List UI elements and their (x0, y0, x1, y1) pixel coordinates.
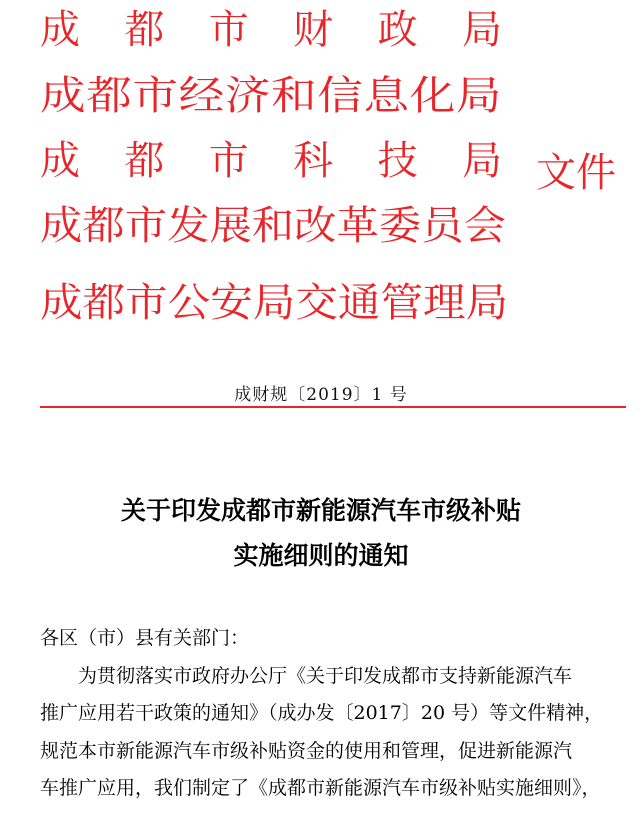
issuer-char: 都 (124, 7, 165, 53)
red-divider-line (40, 406, 626, 408)
issuer-char: 成 (40, 138, 80, 184)
body-line: 车推广应用，我们制定了《成都市新能源汽车市级补贴实施细则》， (40, 777, 601, 799)
issuer-char: 成 (40, 7, 80, 53)
issuing-authorities-header (40, 0, 640, 330)
issuer-science-tech-bureau (40, 137, 502, 185)
issuer-char: 科 (293, 138, 334, 184)
issuer-char: 市 (208, 7, 249, 53)
document-title-line-1: 关于印发成都市新能源汽车市级补贴 (120, 496, 521, 525)
issuer-char: 都 (124, 138, 165, 184)
issuer-finance-bureau (40, 6, 502, 54)
issuer-char: 财 (293, 7, 334, 53)
issuer-economy-it-bureau: 成都市经济和信息化局 (40, 73, 503, 119)
document-number: 成财规〔2019〕1 号 (234, 385, 408, 405)
issuer-char: 技 (377, 138, 418, 184)
issuer-development-reform-commission: 成都市发展和改革委员会 (40, 203, 506, 249)
body-line: 推广应用若干政策的通知》（成办发〔2017〕20 号）等文件精神， (40, 702, 604, 724)
issuer-traffic-police-bureau: 成都市公安局交通管理局 (40, 280, 509, 326)
issuer-char: 局 (461, 7, 502, 53)
issuer-char: 局 (461, 138, 502, 184)
body-line: 为贯彻落实市政府办公厅《关于印发成都市支持新能源汽车 (78, 665, 573, 687)
document-title-line-2: 实施细则的通知 (233, 541, 409, 570)
body-line: 规范本市新能源汽车市级补贴资金的使用和管理，促进新能源汽 (40, 740, 573, 762)
issuer-char: 市 (208, 138, 249, 184)
issuer-char: 政 (377, 7, 418, 53)
salutation: 各区（市）县有关部门： (40, 627, 250, 649)
document-suffix: 文件 (536, 150, 616, 196)
